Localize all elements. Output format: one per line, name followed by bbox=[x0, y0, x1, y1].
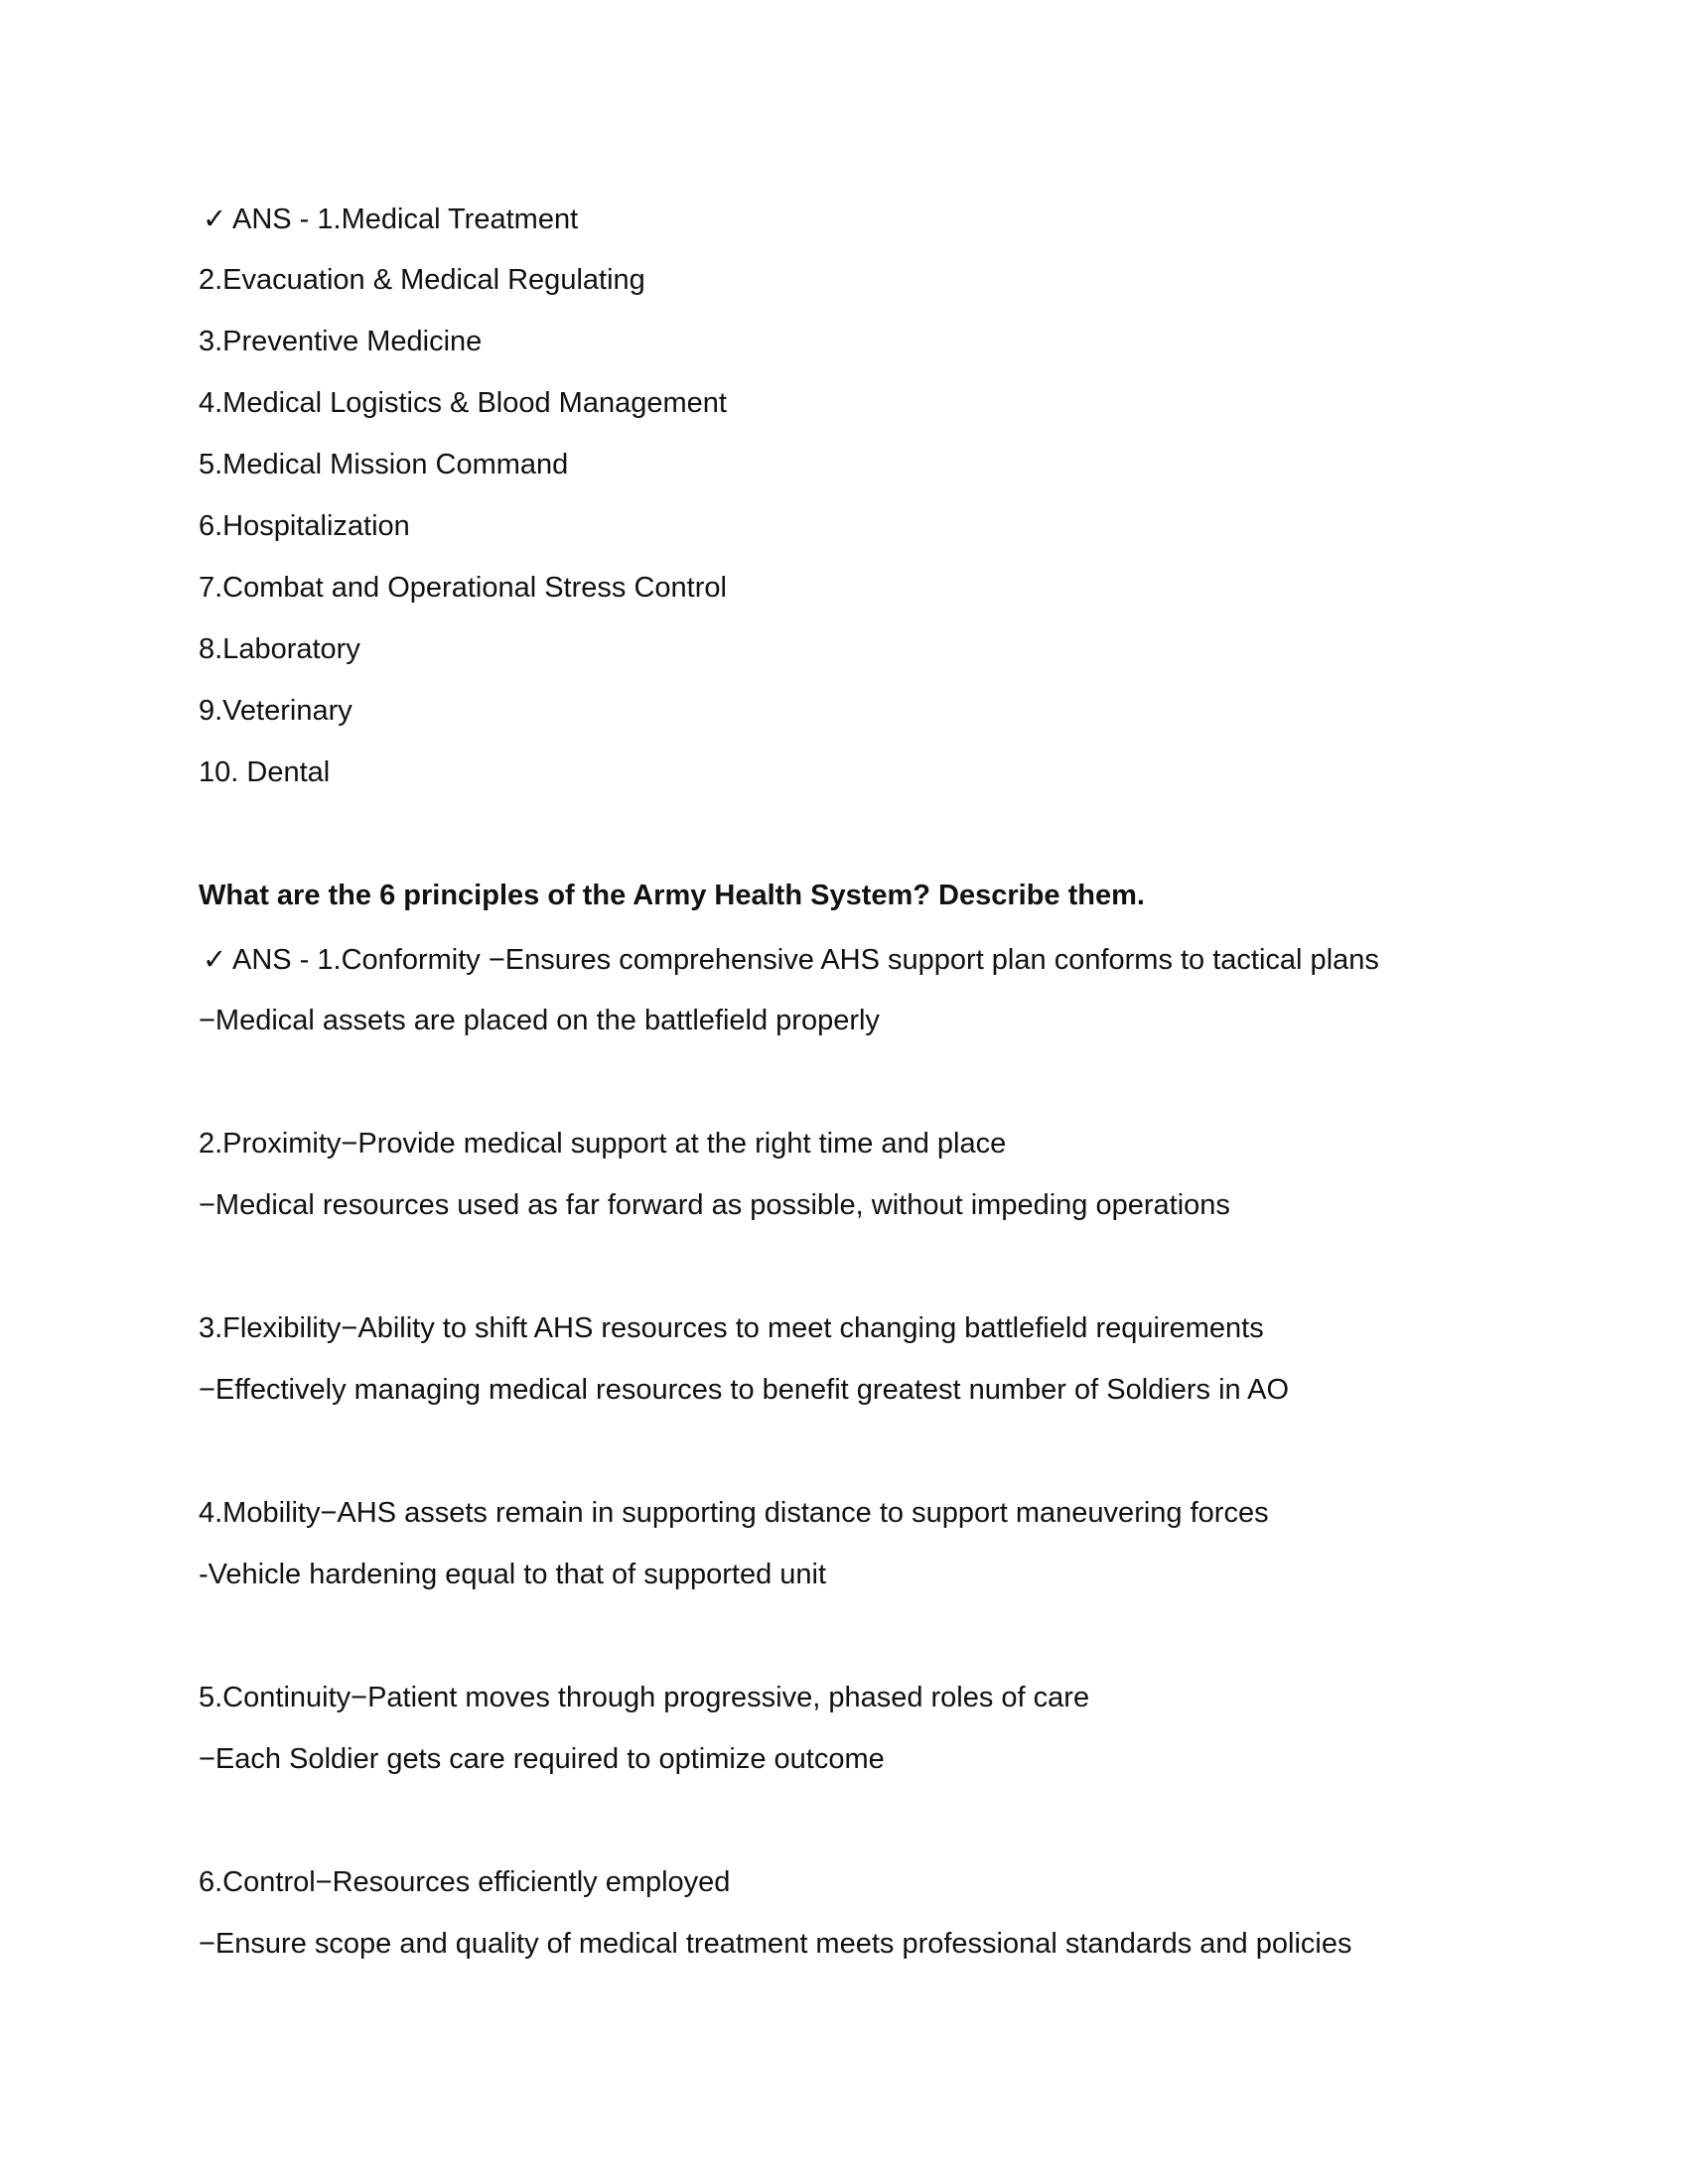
answer-line: 5.Continuity−Patient moves through progressive, phased roles of care bbox=[199, 1682, 1090, 1713]
answer-line: −Each Soldier gets care required to optimize outcome bbox=[199, 1743, 885, 1775]
list-item: 10. Dental bbox=[199, 756, 331, 788]
answer-line: 4.Mobility−AHS assets remain in supporting distance to support maneuvering forces bbox=[199, 1497, 1269, 1529]
answer-line: 6.Control−Resources efficiently employed bbox=[199, 1866, 731, 1898]
question-heading: What are the 6 principles of the Army Health System? Describe them. bbox=[199, 880, 1145, 911]
list-item: 7.Combat and Operational Stress Control bbox=[199, 572, 727, 604]
answer-line: 3.Flexibility−Ability to shift AHS resources to meet changing battlefield requirements bbox=[199, 1312, 1264, 1344]
answer-line: −Ensure scope and quality of medical treatment meets professional standards and policies bbox=[199, 1928, 1352, 1960]
list-item: 2.Evacuation & Medical Regulating bbox=[199, 264, 645, 296]
list-item: 3.Preventive Medicine bbox=[199, 326, 483, 357]
answer-first-line bbox=[199, 201, 578, 237]
answer-line: −Medical assets are placed on the battlefield properly bbox=[199, 1005, 880, 1036]
list-item: 4.Medical Logistics & Blood Management bbox=[199, 387, 727, 419]
answer-line: −Effectively managing medical resources to benefit greatest number of Soldiers in AO bbox=[199, 1374, 1290, 1406]
check-icon: ✓ bbox=[203, 942, 227, 976]
answer-line: 2.Proximity−Provide medical support at the right time and place bbox=[199, 1128, 1007, 1160]
list-item: 5.Medical Mission Command bbox=[199, 449, 569, 480]
list-item: 6.Hospitalization bbox=[199, 510, 410, 542]
answer-text: ANS - 1.Medical Treatment bbox=[232, 204, 579, 235]
answer-line: −Medical resources used as far forward as possible, without impeding operations bbox=[199, 1189, 1230, 1221]
list-item: 9.Veterinary bbox=[199, 695, 352, 727]
answer-first-line bbox=[199, 941, 1379, 978]
check-icon: ✓ bbox=[203, 202, 227, 235]
answer-text: ANS - 1.Conformity −Ensures comprehensive AHS support plan conforms to tactical plans bbox=[232, 944, 1379, 976]
answer-line: -Vehicle hardening equal to that of supported unit bbox=[199, 1559, 827, 1590]
list-item: 8.Laboratory bbox=[199, 633, 360, 665]
